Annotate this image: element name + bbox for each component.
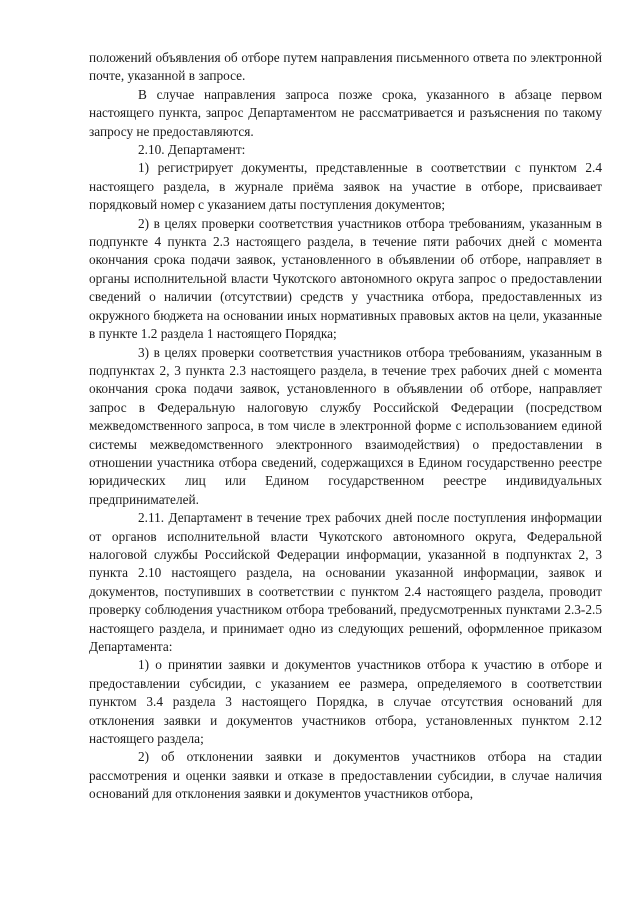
- paragraph: 2) в целях проверки соответствия участников отбора требованиям, указанным в подпункте 4 пункта 2.3 настоящего раздела, в течение пяти рабочих дней с момента окончания срока подачи заявок, установленного в объявлении об отборе, направляет в органы исполнительной власти Чукотского автономного округа запрос о предоставлении сведений о наличии (отсутствии) средств у участника отбора, предоставленных из окружного бюджета на основании иных нормативных правовых актов на цели, указанные в пункте 1.2 раздела 1 настоящего Порядка;: [89, 215, 602, 342]
- paragraph: 2.11. Департамент в течение трех рабочих дней после поступления информации от органов исполнительной власти Чукотского автономного округа, Федеральной налоговой службы Российской Федерации информации, указанной в подпунктах 2, 3 пункта 2.10 настоящего раздела, на основании указанной информации, заявок и документов, поступивших в соответствии с пунктом 2.4 настоящего раздела, проводит проверку соблюдения участником отбора требований, предусмотренных пунктами 2.3-2.5 настоящего раздела, и принимает одно из следующих решений, оформленное приказом Департамента:: [89, 510, 602, 654]
- paragraph: положений объявления об отборе путем направления письменного ответа по электронной почте, указанной в запросе.: [89, 50, 602, 84]
- section-heading: 2.10. Департамент:: [138, 142, 246, 158]
- paragraph: 3) в целях проверки соответствия участников отбора требованиям, указанным в подпунктах 2, 3 пункта 2.3 настоящего раздела, в течение трех рабочих дней с момента окончания срока подачи заявок, установленного в объявлении об отборе, направляет запрос в Федеральную налоговую службу Российской Федерации (посредством межведомственного запроса, в том числе в электронной форме с использованием единой системы межведомственного электронного взаимодействия) о предоставлении в отношении участника отбора сведений, содержащихся в Едином государственно реестре юридических лиц или Едином государственном реестре индивидуальных предпринимателей.: [89, 344, 602, 507]
- paragraph: 1) о принятии заявки и документов участников отбора к участию в отборе и предоставлении субсидии, с указанием ее размера, определяемого в соответствии пунктом 3.4 раздела 3 настоящего Порядка, в случае отсутствия оснований для отклонения заявки и документов участников отбора, установленных пунктом 2.12 настоящего раздела;: [89, 657, 602, 747]
- document-page: [89, 49, 602, 804]
- paragraph: 1) регистрирует документы, представленные в соответствии с пунктом 2.4 настоящего раздела, в журнале приёма заявок на участие в отборе, присваивает порядковый номер с указанием даты поступления документов;: [89, 160, 602, 213]
- paragraph: 2) об отклонении заявки и документов участников отбора на стадии рассмотрения и оценки заявки и отказе в предоставлении субсидии, в случае наличия оснований для отклонения заявки и документов участников отбора,: [89, 749, 602, 802]
- paragraph: В случае направления запроса позже срока, указанного в абзаце первом настоящего пункта, запрос Департаментом не рассматривается и разъяснения по такому запросу не предоставляются.: [89, 86, 602, 139]
